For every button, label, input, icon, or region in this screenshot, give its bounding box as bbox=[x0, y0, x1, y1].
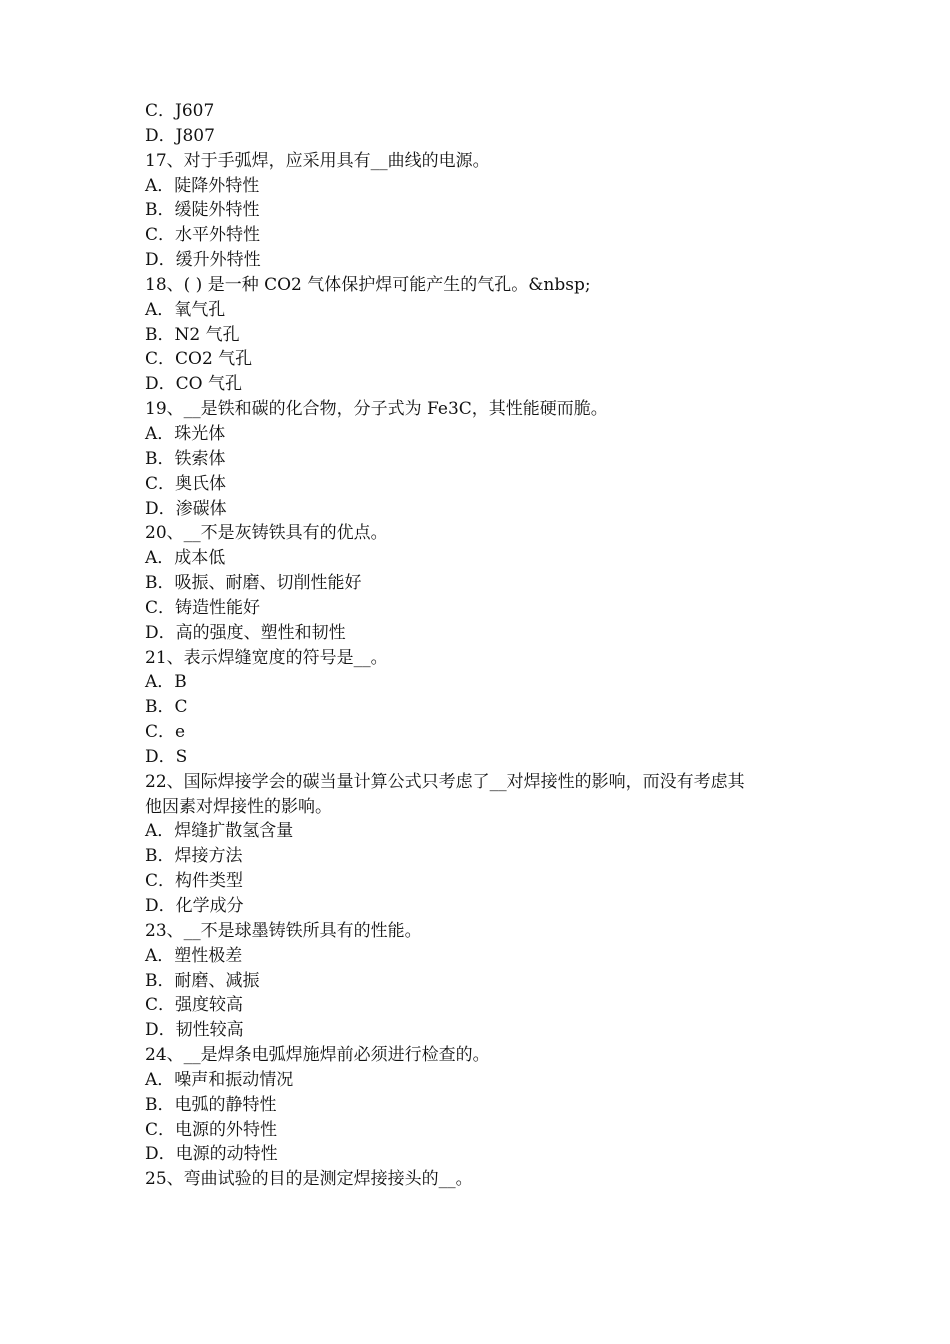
option-c-22: C．构件类型 bbox=[145, 871, 244, 892]
option-a-23: A．塑性极差 bbox=[145, 945, 243, 966]
question-24: 24、__是焊条电弧焊施焊前必须进行检查的。 bbox=[145, 1045, 490, 1066]
option-c-21: C．e bbox=[145, 722, 186, 743]
option-a-24: A．噪声和振动情况 bbox=[145, 1069, 294, 1090]
option-c-24: C．电源的外特性 bbox=[145, 1119, 278, 1140]
option-d-20: D．高的强度、塑性和韧性 bbox=[145, 622, 346, 643]
question-text-block bbox=[145, 99, 815, 1192]
option-a-19: A．珠光体 bbox=[145, 423, 226, 444]
option-c-16: C．J607 bbox=[145, 101, 215, 121]
option-a-20: A．成本低 bbox=[145, 548, 226, 569]
option-d-16: D．J807 bbox=[145, 125, 215, 146]
option-b-23: B．耐磨、减振 bbox=[145, 970, 260, 991]
option-a-17: A．陡降外特性 bbox=[145, 175, 260, 196]
option-b-22: B．焊接方法 bbox=[145, 846, 243, 867]
question-20: 20、__不是灰铸铁具有的优点。 bbox=[145, 523, 388, 544]
question-23: 23、__不是球墨铸铁所具有的性能。 bbox=[145, 920, 422, 941]
option-d-19: D．渗碳体 bbox=[145, 498, 227, 519]
option-b-20: B．吸振、耐磨、切削性能好 bbox=[145, 573, 362, 594]
option-b-17: B．缓陡外特性 bbox=[145, 200, 260, 221]
question-22-line-2: 他因素对焊接性的影响。 bbox=[145, 796, 332, 817]
option-a-22: A．焊缝扩散氢含量 bbox=[145, 821, 294, 842]
option-c-23: C．强度较高 bbox=[145, 995, 244, 1016]
question-19: 19、__是铁和碳的化合物，分子式为 Fe3C，其性能硬而脆。 bbox=[145, 399, 608, 420]
question-22-line-1: 22、国际焊接学会的碳当量计算公式只考虑了__对焊接性的影响，而没有考虑其 bbox=[145, 771, 745, 792]
question-25: 25、弯曲试验的目的是测定焊接接头的__。 bbox=[145, 1169, 473, 1190]
option-c-18: C．CO2 气孔 bbox=[145, 349, 253, 370]
option-c-17: C．水平外特性 bbox=[145, 225, 261, 246]
option-b-24: B．电弧的静特性 bbox=[145, 1094, 277, 1115]
option-d-24: D．电源的动特性 bbox=[145, 1144, 278, 1165]
option-c-19: C．奥氏体 bbox=[145, 473, 227, 494]
option-d-18: D．CO 气孔 bbox=[145, 374, 242, 395]
option-d-23: D．韧性较高 bbox=[145, 1020, 244, 1041]
question-21: 21、表示焊缝宽度的符号是__。 bbox=[145, 647, 388, 668]
option-a-18: A．氧气孔 bbox=[145, 299, 226, 320]
option-d-21: D．S bbox=[145, 746, 188, 767]
option-c-20: C．铸造性能好 bbox=[145, 597, 261, 618]
option-b-18: B．N2 气孔 bbox=[145, 324, 240, 345]
option-a-21: A．B bbox=[145, 672, 187, 693]
option-b-19: B．铁索体 bbox=[145, 448, 226, 469]
option-d-22: D．化学成分 bbox=[145, 896, 244, 916]
option-b-21: B．C bbox=[145, 697, 188, 718]
question-18: 18、( ) 是一种 CO2 气体保护焊可能产生的气孔。&nbsp; bbox=[145, 274, 591, 295]
question-17: 17、对于手弧焊，应采用具有__曲线的电源。 bbox=[145, 150, 490, 171]
option-d-17: D．缓升外特性 bbox=[145, 250, 261, 271]
